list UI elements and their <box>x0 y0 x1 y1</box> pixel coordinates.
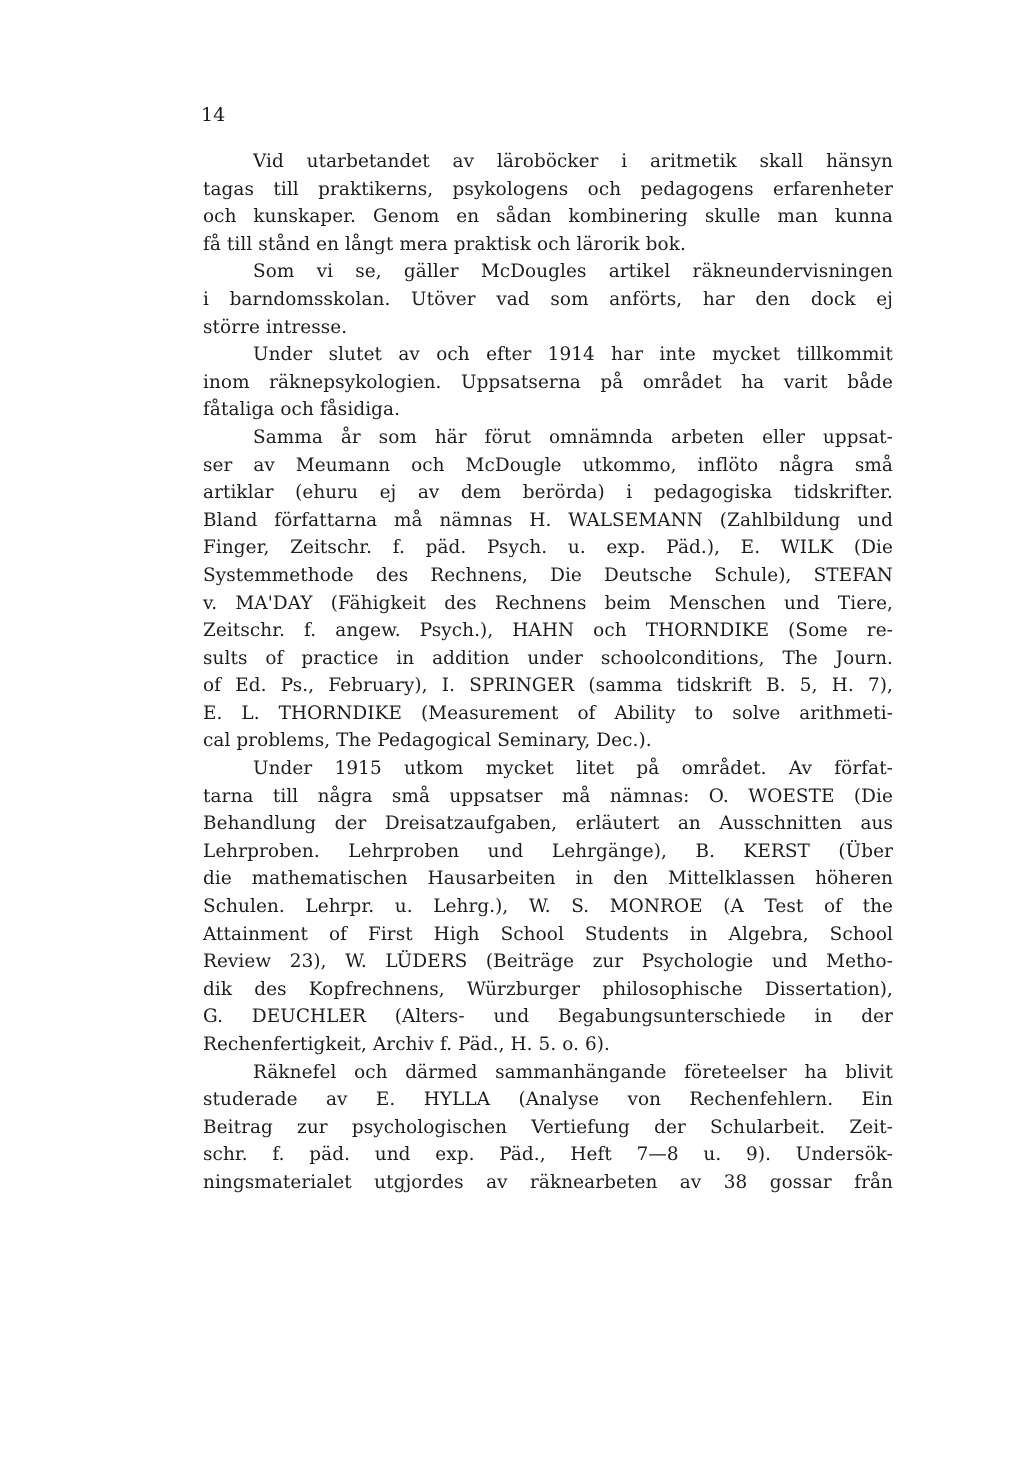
text-line: Som vi se, gäller McDougles artikel räkneundervisningen <box>253 261 893 283</box>
text-line: G. DEUCHLER (Alters- und Begabungsunterschiede in der <box>203 1006 893 1028</box>
text-line: ser av Meumann och McDougle utkommo, inflöto några små <box>203 454 893 476</box>
text-line: inom räknepsykologien. Uppsatserna på området ha varit både <box>203 371 893 393</box>
text-line: E. L. THORNDIKE (Measurement of Ability to solve arithmeti- <box>203 702 893 724</box>
text-line: die mathematischen Hausarbeiten in den Mittelklassen höheren <box>203 868 893 890</box>
text-line: studerade av E. HYLLA (Analyse von Rechenfehlern. Ein <box>203 1089 893 1111</box>
text-line: v. MA'DAY (Fähigkeit des Rechnens beim Menschen und Tiere, <box>203 592 893 614</box>
text-line: större intresse. <box>203 316 348 338</box>
text-line: fåtaliga och fåsidiga. <box>203 399 401 421</box>
text-line: Vid utarbetandet av läroböcker i aritmetik skall hänsyn <box>253 151 893 172</box>
text-line: schr. f. päd. und exp. Päd., Heft 7—8 u. 9). Undersök- <box>203 1144 893 1166</box>
text-line: Review 23), W. LÜDERS (Beiträge zur Psychologie und Metho- <box>203 951 893 973</box>
text-line: dik des Kopfrechnens, Würzburger philosophische Dissertation), <box>203 978 893 1000</box>
body-text <box>203 148 893 1197</box>
text-line: Lehrproben. Lehrproben und Lehrgänge), B. KERST (Über <box>203 840 893 862</box>
text-line: Schulen. Lehrpr. u. Lehrg.), W. S. MONROE (A Test of the <box>203 896 893 918</box>
text-line: i barndomsskolan. Utöver vad som anförts, har den dock ej <box>203 288 893 310</box>
text-line: cal problems, The Pedagogical Seminary, Dec.). <box>203 730 652 752</box>
page-number: 14 <box>201 104 226 126</box>
text-line: Behandlung der Dreisatzaufgaben, erläutert an Ausschnitten aus <box>203 813 893 835</box>
text-line: Finger, Zeitschr. f. päd. Psych. u. exp. Päd.), E. WILK (Die <box>203 537 893 559</box>
text-line: och kunskaper. Genom en sådan kombinering skulle man kunna <box>203 206 893 228</box>
text-line: Rechenfertigkeit, Archiv f. Päd., H. 5. o. 6). <box>203 1034 611 1055</box>
text-line: ningsmaterialet utgjordes av räknearbeten av 38 gossar från <box>203 1171 893 1193</box>
text-line: Attainment of First High School Students in Algebra, School <box>203 923 893 945</box>
text-line: Bland författarna må nämnas H. WALSEMANN (Zahlbildung und <box>203 509 893 531</box>
text-line: Zeitschr. f. angew. Psych.), HAHN och THORNDIKE (Some re- <box>203 620 893 642</box>
text-line: Räknefel och därmed sammanhängande företeelser ha blivit <box>253 1061 893 1083</box>
text-line: Samma år som här förut omnämnda arbeten eller uppsat- <box>253 426 893 448</box>
text-line: artiklar (ehuru ej av dem berörda) i pedagogiska tidskrifter. <box>203 482 893 504</box>
text-line: Systemmethode des Rechnens, Die Deutsche Schule), STEFAN <box>203 564 893 586</box>
text-line: Under slutet av och efter 1914 har inte mycket tillkommit <box>253 344 893 366</box>
text-line: tagas till praktikerns, psykologens och pedagogens erfarenheter <box>203 178 893 200</box>
text-line: Beitrag zur psychologischen Vertiefung der Schularbeit. Zeit- <box>203 1116 893 1138</box>
text-line: sults of practice in addition under schoolconditions, The Journ. <box>203 647 893 669</box>
text-line: få till stånd en långt mera praktisk och lärorik bok. <box>203 233 686 255</box>
text-line: Under 1915 utkom mycket litet på området. Av förfat- <box>253 758 893 780</box>
text-line: tarna till några små uppsatser må nämnas: O. WOESTE (Die <box>203 785 893 807</box>
text-line: of Ed. Ps., February), I. SPRINGER (samma tidskrift B. 5, H. 7), <box>203 675 893 697</box>
